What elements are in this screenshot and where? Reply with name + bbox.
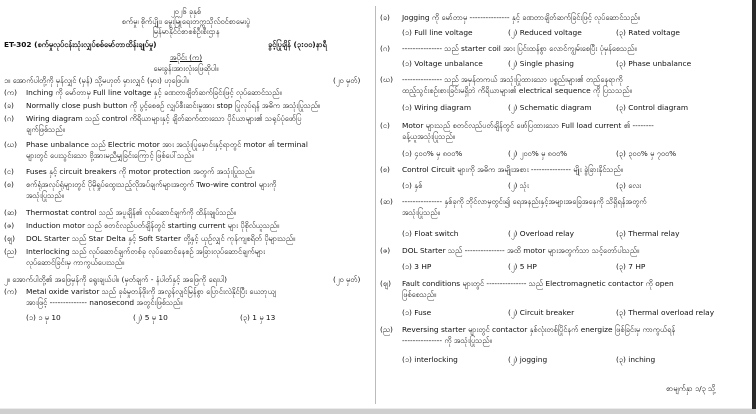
question-line: Jogging ကို မော်တာမှ --------------- နှင့် ခဏတာချိတ်ဆက်ခြင်းဖြင့် လုပ်ဆောင်သည်။ — [402, 13, 640, 22]
option-2: (၂) Overload relay — [508, 229, 575, 238]
question-line: Wiring diagram သည် control ကိရိယာများနှင့် ချိတ်ဆက်ထားသော ပိုင်ယာများ၏ သရုပ်ပုံဖော်ပြ — [26, 114, 302, 123]
question-line: အားဖြင့် -------------- nanosecond အတွင်းဖြစ်သည်။ — [26, 298, 183, 307]
question-line: အသုံးပြုသည်။ — [26, 191, 64, 200]
question-number: (က) — [4, 287, 17, 296]
option-1: (၁) Wiring diagram — [402, 103, 472, 112]
section2-marks: (၂၀ မှတ်) — [333, 275, 361, 284]
question-line: --------------- သည် အမှန်တကယ် အသုံးပြုထားသော ပစ္စည်းများ၏ တည်နေရာကို — [402, 75, 623, 84]
question-number: (ဇ) — [4, 221, 15, 230]
page-footer: စာမျက်နှာ ၁/၃ သို့ — [666, 384, 716, 393]
question-line: စက်ရုံအလုပ်ရုံများတွင် ပိုမိုရှုပ်ထွေးသည့်လိုအပ်ချက်များအတွက် Two-wire control များကို — [26, 180, 277, 189]
option-3: (၃) လေး — [616, 181, 642, 190]
question-number: (င) — [4, 167, 14, 176]
option-1: (၁) Voltage unbalance — [402, 59, 483, 68]
question-number: (ခ) — [380, 13, 390, 22]
question-line: ထည့်သွင်းစဉ်းစားခြင်းမရှိဘဲ ကိရိယာများ၏ electrical sequence ကို ပြသသည်။ — [402, 86, 632, 95]
question-line: လုပ်ဆောင်ခြင်းမှ ကာကွယ်ပေးသည်။ — [26, 258, 125, 267]
option-1: (၁) နှစ် — [402, 181, 423, 190]
question-number: (ဆ) — [380, 197, 393, 206]
question-line: Interlocking သည် လုပ်ဆောင်ချက်တစ်ခု လုပ်ဆောင်နေစဉ် အခြားလုပ်ဆောင်ချက်များ — [26, 247, 265, 256]
option-3: (၃) Control diagram — [616, 103, 689, 112]
option-1: (၁) Full line voltage — [402, 28, 473, 37]
column-divider — [375, 6, 376, 404]
question-number: (ည) — [4, 247, 17, 256]
exam-year: ၂၀၂၆ ခုနှစ် — [170, 7, 202, 16]
allowed-time: ခွင့်ပြုချိန် (၃:၀၀)နာရီ — [268, 40, 327, 49]
section1-marks: (၂၀ မှတ်) — [333, 76, 361, 85]
subject-code: ET-302 (စက်မှုလုပ်ငန်းသုံးလျှပ်စစ်မော်တာထိန်းချုပ်မှု) — [4, 40, 157, 49]
question-line: DOL Starter သည် --------------- အထိ motor များအတွက်သာ သင့်တော်ပါသည်။ — [402, 246, 640, 255]
option-1: (၁) Fuse — [402, 308, 432, 317]
part-label: အပိုင်း (က) — [169, 53, 203, 62]
question-line: Inching ကို မော်တာမှ Full line voltage နှင့် ခဏတာချိတ်ဆက်ခြင်းဖြင့် လုပ်ဆောင်သည်။ — [26, 88, 282, 97]
option-3: (၃) 1 မှ 13 — [240, 313, 276, 322]
question-line: --------------- သည် starter coil အား ပြင်းထန်စွာ လောင်ကျွမ်းစေပြီး ပုံမှန်စေသည်။ — [402, 44, 637, 53]
question-number: (ဈ) — [4, 234, 15, 243]
question-line: ဖြစ်စေသည်။ — [402, 290, 437, 299]
question-number: (င) — [380, 121, 390, 130]
question-number: (ဇ) — [380, 246, 391, 255]
option-2: (၂) jogging — [508, 355, 548, 364]
question-line: Phase unbalance သည် Electric motor အား အသုံးပြုမှောင်းနှင့်ရာတွင် motor ၏ terminal — [26, 140, 308, 149]
question-line: Normally close push button ကို ပွင့်စေစဉ် လျှပ်စီးဆင်းမှုအား stop ပြုလုပ်ရန် အဓိက အသုံးပြုသည်။ — [26, 101, 321, 110]
option-3: (၃) 7 HP — [616, 262, 646, 271]
option-1: (၁) Float switch — [402, 229, 459, 238]
exam-title: စက်မှု၊ စိုက်ပျိုး၊ မွေးမြူရေးတက္ကသိုလ်ဝင်စာမေးပွဲ — [121, 17, 251, 26]
question-number: (စ) — [4, 180, 14, 189]
question-number: (ဈ) — [380, 279, 391, 288]
option-2: (၂) Circuit breaker — [508, 308, 575, 317]
option-1: (၁) ၄၀၀% မှ ၈၀၀% — [402, 149, 463, 158]
option-2: (၂) 5 မှ 10 — [133, 313, 168, 322]
option-2: (၂) သုံး — [508, 181, 529, 190]
question-number: (စ) — [380, 165, 390, 174]
option-1: (၁) ၁ မှ 10 — [26, 313, 61, 322]
question-line: ခန့်ယူအသုံးပြုသည်။ — [402, 132, 455, 141]
question-number: (ဃ) — [4, 140, 17, 149]
question-number: (က) — [4, 88, 17, 97]
question-line: Fault conditions များတွင် --------------- သည် Electromagnetic contactor ကို open — [402, 279, 674, 288]
option-2: (၂) 5 HP — [508, 262, 537, 271]
question-number: (ခ) — [4, 101, 14, 110]
question-number: (ဂ) — [380, 44, 390, 53]
question-line: Motor များသည် စတင်လည်ပတ်ချိန်တွင် ဖော်ပြထားသော Full load current ၏ -------- — [402, 121, 654, 130]
exam-board: မြန်မာနိုင်ငံစာစစ်ဦးစီးဌာန — [152, 27, 220, 36]
option-3: (၃) Rated voltage — [616, 28, 680, 37]
option-1: (၁) interlocking — [402, 355, 458, 364]
instruction: မေးခွန်းအားလုံးဖြေဆိုပါ။ — [153, 64, 219, 73]
option-3: (၃) Phase unbalance — [616, 59, 692, 68]
section2-heading: ၂။ အောက်ပါတို့၏ အဖြေမှန်ကို ရွေးချယ်ပါ။ (မှတ်ချက် - နံပါတ်နှင့် အဖြေကို ရေးပါ) — [4, 275, 228, 284]
question-line: --------------- နှစ်ခုကို ဘိုင်လာမှတွင်း၍ ရေအနည်းနှင့်အများအခြေအနေကို သိရှိရန်အတွက် — [402, 197, 647, 206]
option-3: (၃) inching — [616, 355, 656, 364]
question-line: Reversing starter များတွင် contactor နှစ်လုံးတစ်ပြိုင်နက် energize ဖြစ်ခြင်းမှ ကာကွယ်ရန် — [402, 325, 676, 334]
question-number: (ဆ) — [4, 208, 17, 217]
question-number: (ဂ) — [4, 114, 14, 123]
page-edge-shadow — [752, 0, 756, 414]
question-line: Control Circuit များကို အဓိက အမျိုးအစား --------------- မျိုး ခွဲခြားနိုင်သည်။ — [402, 165, 623, 174]
question-line: Metal oxide varistor သည် ခုခံမှုတန်ဖိုးကို အလွန်လျင်မြန်စွာ ပြောင်းလဲနိုင်ပြီး ယေဘုယျ — [26, 287, 276, 296]
question-line: များတွင် ပေးသွင်းသော ဗို့အားမညီမျှခြင်းကြောင့် ဖြစ်ပေါ်သည်။ — [26, 151, 194, 160]
option-2: (၂) Reduced voltage — [508, 28, 582, 37]
question-line: DOL Starter သည် Star Delta နှင့် Soft Starter တို့နှင့် ယှဉ်လျှင် ကုန်ကျစရိတ် ပိုများသည်။ — [26, 234, 296, 243]
option-3: (၃) ၃၀၀% မှ ၇၀၀% — [616, 149, 677, 158]
question-line: ချက်ဖြစ်သည်။ — [26, 125, 65, 134]
question-line: အသုံးပြုသည်။ — [402, 208, 440, 217]
question-line: Fuses နှင့် circuit breakers ကို motor protection အတွက် အသုံးပြုသည်။ — [26, 167, 255, 176]
question-line: Induction motor သည် စတင်လည်ပတ်ချိန်တွင် starting current များ ပိုစိုလ်ယူသည်။ — [26, 221, 280, 230]
option-1: (၁) 3 HP — [402, 262, 432, 271]
question-line: Thermostat control သည် အပူချိန်၏ လုပ်ဆောင်ချက်ကို ထိန်းချုပ်သည်။ — [26, 208, 236, 217]
question-number: (ဃ) — [380, 75, 393, 84]
option-2: (၂) Schematic diagram — [508, 103, 592, 112]
question-line: --------------- ကို အသုံးပြုသည်။ — [402, 336, 492, 345]
question-number: (ည) — [380, 325, 393, 334]
option-3: (၃) Thermal relay — [616, 229, 680, 238]
option-2: (၂) Single phasing — [508, 59, 574, 68]
option-2: (၂) ၂၀၀% မှ ၈၀၀% — [508, 149, 568, 158]
page-bottom-shadow — [0, 409, 756, 414]
option-3: (၃) Thermal overload relay — [616, 308, 715, 317]
section1-heading: ၁။ အောက်ပါတို့ကို မှန်လျှင် (မှန်) သို့မဟုတ် မှားလျှင် (မှား) ဟုဖြေပါ။ — [4, 76, 189, 85]
